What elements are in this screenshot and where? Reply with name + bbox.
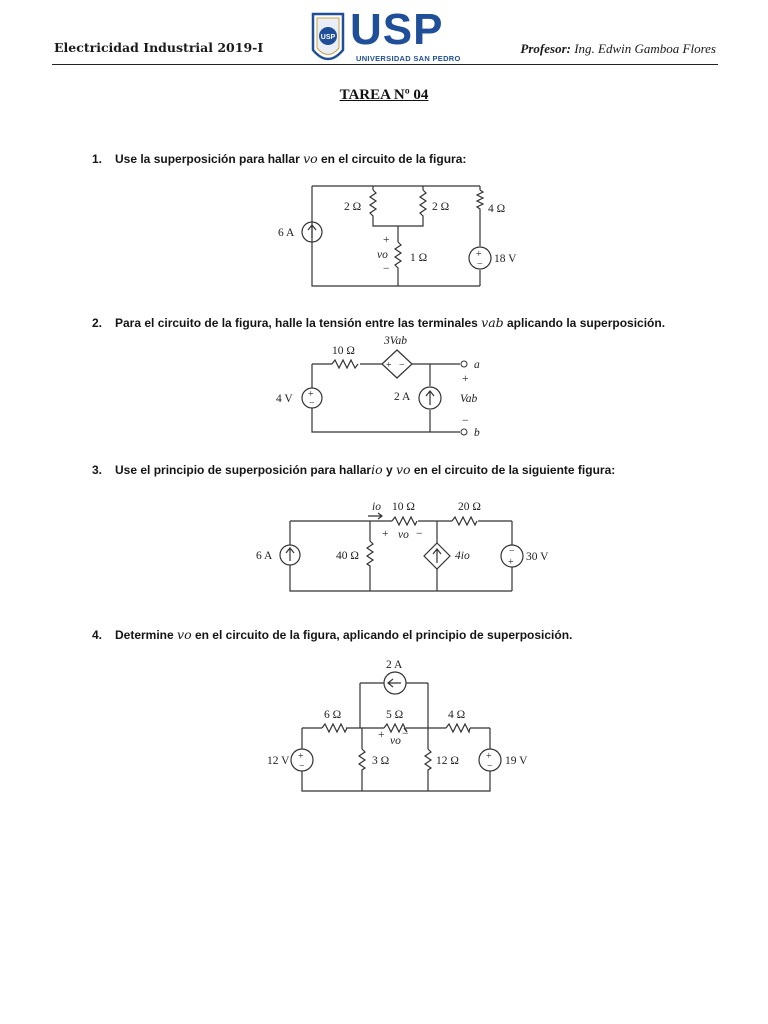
question-variable: vab [481, 315, 504, 330]
question-text-mid: y [382, 463, 396, 477]
resistor-label-1: 2 Ω [344, 201, 362, 213]
question-text-end: en el circuito de la siguiente figura: [410, 463, 616, 477]
logo-subtext: UNIVERSIDAD SAN PEDRO [356, 54, 461, 63]
plus-sign: + [382, 528, 389, 540]
source-voltage-label-1: 12 V [267, 755, 290, 767]
question-number: 4. [92, 628, 103, 642]
svg-text:−: − [299, 761, 305, 772]
source-current-label: 6 A [256, 550, 273, 562]
source-voltage-label-2: 19 V [505, 755, 528, 767]
svg-text:+: + [508, 557, 514, 568]
source-current-label: 6 A [278, 227, 295, 239]
svg-text:+: + [386, 360, 392, 371]
logo-badge-text: USP [320, 34, 336, 41]
plus-sign: + [378, 729, 385, 741]
resistor-label-5: 12 Ω [436, 755, 459, 767]
svg-text:−: − [477, 259, 483, 270]
svg-text:+: + [486, 751, 492, 762]
minus-sign: − [402, 728, 409, 740]
dependent-source-label: 3Vab [384, 335, 407, 347]
question-2 [92, 315, 665, 330]
resistor-label-1: 6 Ω [324, 709, 342, 721]
page-title: TAREA Nº 04 [339, 87, 429, 103]
circuit-figure-2 [270, 332, 500, 442]
question-text-end: en el circuito de la figura, aplicando el principio de superposición. [191, 628, 573, 642]
circuit-figure-3 [250, 495, 550, 595]
circuit-figure-4 [262, 655, 532, 800]
question-text-end: aplicando la superposición. [503, 316, 666, 330]
vab-label: Vab [460, 393, 478, 405]
svg-text:−: − [487, 761, 493, 772]
header-rule [52, 64, 718, 65]
source-voltage-label: 30 V [526, 551, 549, 563]
question-number: 2. [92, 316, 103, 330]
question-variable-2: vo [395, 462, 411, 477]
minus-sign: − [462, 415, 469, 427]
source-current-label: 2 A [394, 391, 411, 403]
plus-sign: + [383, 234, 390, 246]
resistor-label-1: 10 Ω [332, 345, 355, 357]
source-voltage-label: 4 V [276, 393, 293, 405]
source-voltage-label: 18 V [494, 253, 517, 265]
question-text: Use el principio de superposición para hallar [115, 463, 372, 477]
terminal-b: b [474, 427, 480, 439]
svg-text:−: − [399, 360, 405, 371]
resistor-label-2: 20 Ω [458, 501, 481, 513]
resistor-label-3: 4 Ω [488, 203, 506, 215]
resistor-label-2: 5 Ω [386, 709, 404, 721]
vo-label: vo [390, 735, 401, 747]
vo-label: vo [398, 529, 409, 541]
minus-sign: − [416, 528, 423, 540]
question-text-end: en el circuito de la figura: [317, 152, 467, 166]
resistor-label-4: 1 Ω [410, 252, 428, 264]
question-number: 3. [92, 463, 103, 477]
svg-text:+: + [298, 751, 304, 762]
question-4 [92, 627, 572, 642]
logo-wordmark: USP [350, 5, 444, 54]
question-variable: vo [303, 151, 318, 166]
terminal-a: a [474, 359, 480, 371]
question-text: Determine [115, 628, 178, 642]
question-3 [92, 462, 615, 477]
resistor-label-3: 4 Ω [448, 709, 466, 721]
vo-label: vo [377, 249, 388, 261]
resistor-label-1: 10 Ω [392, 501, 415, 513]
question-1 [92, 151, 466, 166]
plus-sign: + [462, 373, 469, 385]
source-current-label: 2 A [386, 659, 403, 671]
io-label: io [372, 501, 381, 513]
svg-text:+: + [476, 249, 482, 260]
professor-line [520, 41, 716, 57]
svg-text:+: + [308, 389, 314, 400]
course-title: Electricidad Industrial 2019-I [54, 40, 264, 55]
resistor-label-2: 2 Ω [432, 201, 450, 213]
question-number: 1. [92, 152, 103, 166]
svg-text:−: − [309, 398, 315, 409]
minus-sign: − [383, 263, 390, 275]
question-text: Use la superposición para hallar [115, 152, 304, 166]
question-variable: vo [177, 627, 192, 642]
svg-text:−: − [509, 546, 515, 557]
resistor-label-3: 40 Ω [336, 550, 359, 562]
circuit-figure-1 [270, 180, 530, 292]
question-variable: io [371, 462, 383, 477]
question-text: Para el circuito de la figura, halle la tensión entre las terminales [115, 316, 482, 330]
professor-name: Ing. Edwin Gamboa Flores [574, 41, 716, 56]
professor-label: Profesor: [520, 41, 571, 56]
resistor-label-4: 3 Ω [372, 755, 390, 767]
dependent-source-label: 4io [455, 550, 470, 562]
